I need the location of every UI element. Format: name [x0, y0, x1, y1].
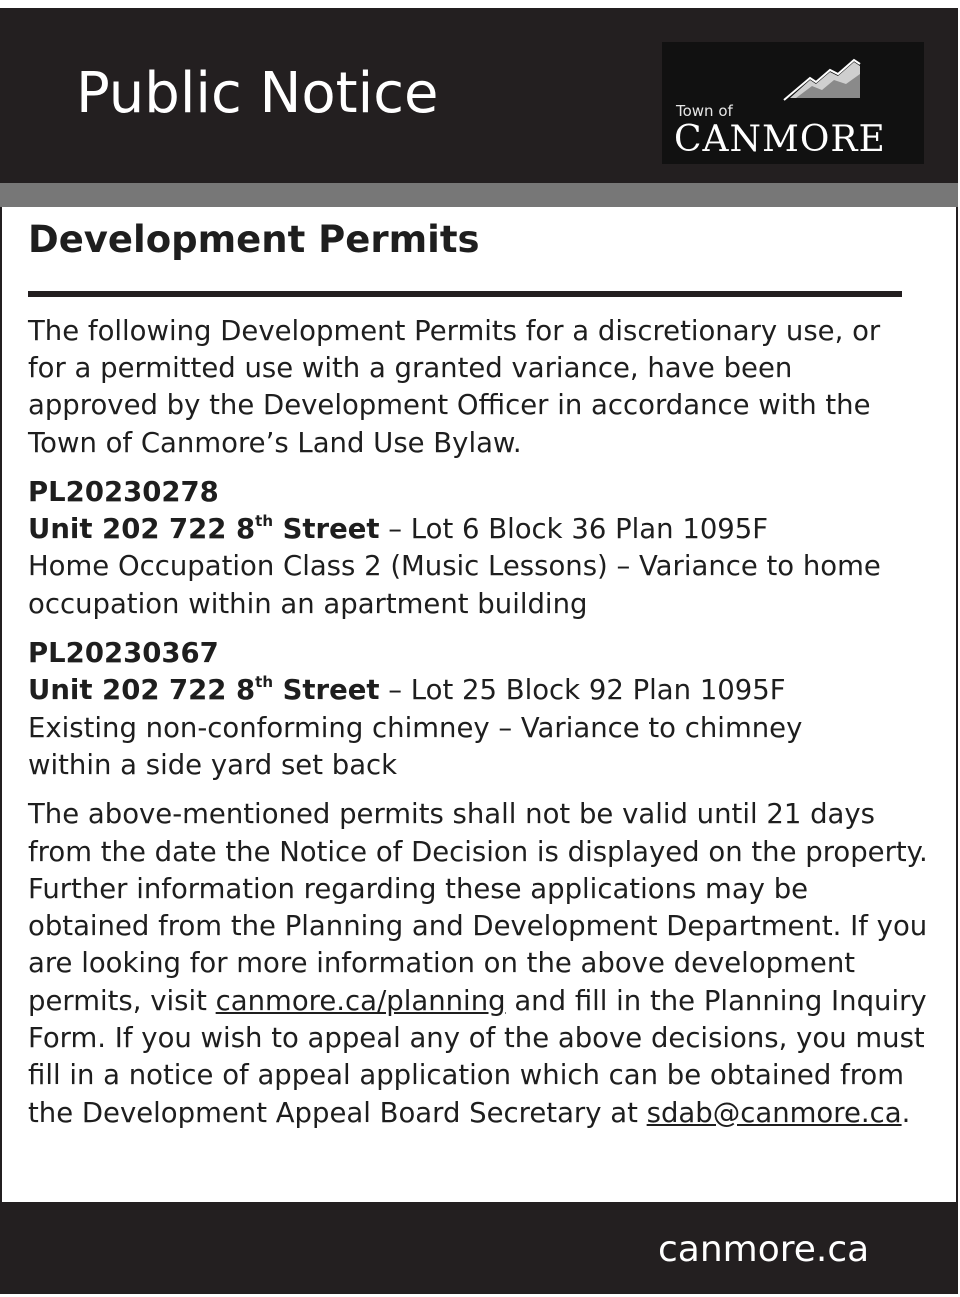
closing-text-1: The above-mentioned permits shall not be valid until 21 days from the date the Notice of Decision is displayed on the property. Further information regarding these applications may be obtained from the Planning and Development Department. If you are looking for more information on the above development permits, visit [28, 798, 928, 1017]
logo-canmore: CANMORE [674, 119, 886, 160]
address-prefix: Unit 202 722 8 [28, 513, 256, 546]
planning-link[interactable]: canmore.ca/planning [215, 984, 506, 1017]
address-superscript: th [255, 512, 274, 531]
address-superscript: th [255, 673, 274, 692]
notice-footer [0, 1202, 958, 1294]
closing-paragraph [28, 796, 933, 1132]
permit-address [28, 511, 948, 548]
intro-paragraph: The following Development Permits for a discretionary use, or for a permitted use with a granted variance, have been approved by the Development Officer in accordance with the Town of Canmore’s Land Use Bylaw. [28, 314, 881, 459]
permit-address-street [28, 674, 380, 706]
permit-description-line1: Existing non-conforming chimney – Variance to chimney [28, 711, 803, 744]
permit-description-line1: Home Occupation Class 2 (Music Lessons) – Variance to home [28, 550, 881, 583]
notice-header [0, 8, 958, 183]
sdab-email-link[interactable]: sdab@canmore.ca [646, 1096, 902, 1129]
closing-text-2: and fill in the Planning Inquiry Form. If you wish to appeal any of the above decisions, you must fill in a notice of appeal application which can be obtained from the Development Appeal Board Secretary at [28, 984, 927, 1129]
address-suffix: Street [273, 674, 380, 707]
permit-address [28, 672, 948, 709]
right-border [956, 207, 958, 1202]
permit-entry [28, 474, 948, 623]
section-title: Development Permits [28, 218, 480, 261]
permit-description-line2: within a side yard set back [28, 748, 398, 781]
permit-description-line2: occupation within an apartment building [28, 587, 588, 620]
address-suffix: Street [273, 513, 380, 546]
mountain-icon [782, 54, 862, 102]
permit-lot: – Lot 25 Block 92 Plan 1095F [379, 674, 786, 707]
closing-text-3: . [901, 1096, 911, 1129]
title-divider [28, 291, 902, 297]
header-band [0, 183, 958, 207]
permit-entry [28, 635, 948, 784]
address-prefix: Unit 202 722 8 [28, 674, 256, 707]
permit-number: PL20230278 [28, 475, 219, 508]
permit-address-street [28, 513, 380, 545]
notice-title: Public Notice [76, 61, 439, 126]
permit-lot: – Lot 6 Block 36 Plan 1095F [379, 513, 769, 546]
town-of-canmore-logo [662, 42, 924, 164]
notice-body [28, 220, 948, 1132]
footer-website[interactable]: canmore.ca [658, 1229, 870, 1270]
left-border [0, 207, 2, 1202]
logo-town-of: Town of [676, 102, 733, 120]
permit-number: PL20230367 [28, 637, 219, 670]
